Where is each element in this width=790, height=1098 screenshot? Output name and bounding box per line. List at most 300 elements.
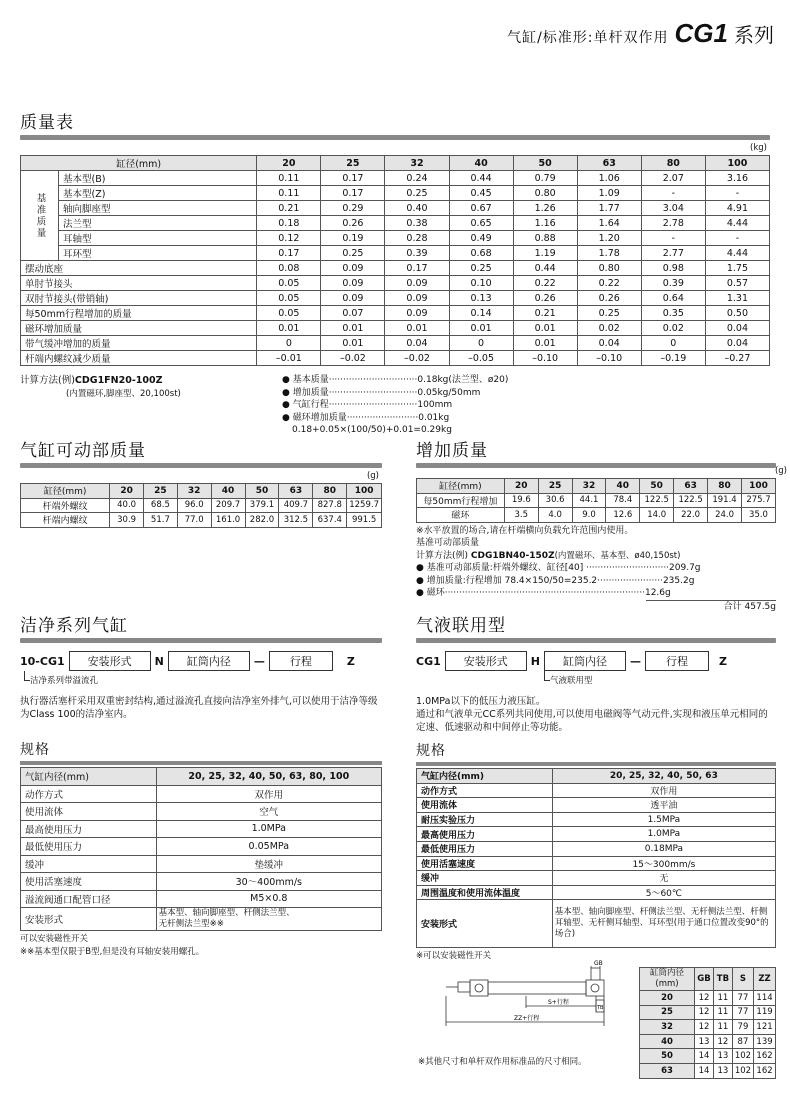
table-cell: 0.11 [257, 186, 321, 201]
table-cell: 0.17 [257, 246, 321, 261]
table-cell: 79 [732, 1020, 753, 1035]
table-cell: 0.35 [641, 306, 705, 321]
spec-value: 双作用 [552, 783, 775, 798]
table-cell: 0.02 [641, 321, 705, 336]
clean-order-code [20, 651, 382, 671]
table-cell: 282.0 [245, 513, 279, 528]
clean-section [20, 611, 382, 959]
table-cell: 40 [640, 1034, 695, 1049]
table-cell: 1.64 [577, 216, 641, 231]
section-bar [20, 638, 382, 643]
clean-note2: ※※基本型仅限于B型,但是没有耳轴安装用螺孔。 [20, 947, 205, 957]
added-section [416, 436, 787, 613]
mass-calc-line: ● 基本质量·······························0.18kg(法兰型、ø20) [282, 375, 509, 385]
table-cell: 0.01 [513, 321, 577, 336]
table-cell: 0.79 [513, 171, 577, 186]
mass-calc-model: CDG1FN20-100Z [74, 375, 163, 386]
table-cell: 12 [695, 1005, 714, 1020]
table-cell: 35.0 [742, 508, 776, 523]
hydro-box-bore: 缸筒内径 [544, 651, 626, 671]
mass-calc-label: 计算方法(例) [20, 375, 75, 386]
table-cell: 0.01 [257, 321, 321, 336]
spec-label: 最低使用压力 [21, 838, 157, 856]
table-cell: 0.39 [641, 276, 705, 291]
spec-label: 使用活塞速度 [21, 873, 157, 891]
spec-value: 无 [552, 871, 775, 886]
spec-label: 使用流体 [21, 803, 157, 821]
table-cell: 0.39 [385, 246, 449, 261]
table-cell: 0.18 [257, 216, 321, 231]
hydro-spec-table [416, 768, 776, 948]
table-cell: 2.77 [641, 246, 705, 261]
table-cell: 0.22 [577, 276, 641, 291]
table-cell: 2.78 [641, 216, 705, 231]
table-row [21, 513, 382, 528]
bore-header: 缸径(mm) [417, 479, 505, 494]
spec-label: 最高使用压力 [417, 827, 553, 842]
table-cell: 2.07 [641, 171, 705, 186]
table-cell: 40.0 [110, 498, 144, 513]
hydro-box-mount: 安装形式 [445, 651, 527, 671]
row-label: 法兰型 [59, 216, 257, 231]
series-model: CG1 [674, 18, 728, 48]
table-cell: 14 [695, 1049, 714, 1064]
hydro-mid: H [530, 654, 540, 668]
table-cell: 30.6 [538, 493, 572, 508]
table-cell: 3.5 [504, 508, 538, 523]
spec-value: 基本型、轴向脚座型、杆侧法兰型、无杆侧法兰型、杆侧耳轴型、无杆侧耳轴型、耳环型(用于通口位置改变90°的场合) [552, 900, 775, 948]
hydro-note1: ※可以安装磁性开关 [416, 951, 492, 962]
bore-col-header: 100 [742, 479, 776, 494]
table-cell: 0.57 [705, 276, 769, 291]
table-cell: 0.24 [385, 171, 449, 186]
table-cell: 0.01 [321, 336, 385, 351]
bore-header: 缸径(mm) [21, 156, 257, 171]
table-cell: 50 [640, 1049, 695, 1064]
clean-box-mount: 安装形式 [69, 651, 151, 671]
table-cell: 32 [640, 1020, 695, 1035]
table-cell: 11 [714, 1005, 733, 1020]
row-label: 基本型(B) [59, 171, 257, 186]
table-cell: 162 [754, 1063, 776, 1078]
spec-row [21, 820, 382, 838]
spec-row [21, 785, 382, 803]
table-cell: 209.7 [211, 498, 245, 513]
dim-col-header: ZZ [754, 968, 776, 991]
spec-label: 安装形式 [417, 900, 553, 948]
row-label: 磁环 [417, 508, 505, 523]
table-cell: –0.02 [385, 351, 449, 366]
bore-col-header: 63 [279, 484, 313, 499]
added-calc-note: (内置磁环、基本型、ø40,150st) [554, 550, 681, 561]
table-cell: –0.19 [641, 351, 705, 366]
spec-row [21, 873, 382, 891]
table-cell: 24.0 [708, 508, 742, 523]
table-cell: 0.09 [321, 291, 385, 306]
table-cell: 0.44 [513, 261, 577, 276]
table-cell: 0.17 [385, 261, 449, 276]
hydro-title: 气液联用型 [416, 616, 506, 636]
table-cell: 0.09 [385, 291, 449, 306]
added-calc-model: CDG1BN40-150Z [470, 550, 555, 561]
added-calc-line: ● 磁环······································································12.6g [416, 588, 671, 599]
page-subtitle: 气缸/标准形:单杆双作用 [507, 30, 669, 46]
table-cell: 0.09 [385, 306, 449, 321]
table-cell: 0.11 [257, 171, 321, 186]
table-cell: 0.12 [257, 231, 321, 246]
table-cell: 121 [754, 1020, 776, 1035]
section-bar [20, 135, 770, 140]
table-cell: 0.26 [513, 291, 577, 306]
table-cell: 13 [714, 1049, 733, 1064]
table-cell: 13 [695, 1034, 714, 1049]
table-row [640, 1049, 776, 1064]
spec-value: 20, 25, 32, 40, 50, 63 [552, 769, 775, 784]
dim-col-header: TB [714, 968, 733, 991]
table-cell: 0.19 [321, 231, 385, 246]
table-cell: - [705, 186, 769, 201]
table-cell: 3.04 [641, 201, 705, 216]
table-cell: 4.0 [538, 508, 572, 523]
mass-calc-total: 0.18+0.05×(100/50)+0.01=0.29kg [292, 425, 452, 435]
table-cell: –0.05 [449, 351, 513, 366]
added-title: 增加质量 [416, 441, 488, 461]
table-cell: 51.7 [144, 513, 178, 528]
section-bar [20, 463, 382, 468]
section-bar [416, 762, 776, 766]
table-cell: 77.0 [177, 513, 211, 528]
spec-row [417, 900, 776, 948]
spec-value: 5～60℃ [552, 885, 775, 900]
moving-table [20, 483, 382, 528]
rod-cover [470, 980, 488, 996]
table-cell: 19.6 [504, 493, 538, 508]
bore-col-header: 100 [347, 484, 382, 499]
added-calc-line: ● 增加质量:行程增加 78.4×150/50=235.2·······················235.2g [416, 575, 695, 586]
table-cell: 161.0 [211, 513, 245, 528]
table-row [21, 306, 770, 321]
table-cell: 827.8 [313, 498, 347, 513]
clean-spec-title: 规格 [20, 742, 50, 758]
table-cell: 0.05 [257, 276, 321, 291]
table-cell: 0.45 [449, 186, 513, 201]
table-row [21, 261, 770, 276]
mass-calc-note: (内置磁环,脚座型、20,100st) [66, 389, 181, 399]
spec-label: 动作方式 [417, 783, 553, 798]
table-cell: 44.1 [572, 493, 606, 508]
rod-end [458, 982, 470, 992]
spec-row [417, 769, 776, 784]
spec-label: 周围温度和使用流体温度 [417, 885, 553, 900]
table-cell: 0.04 [705, 336, 769, 351]
added-unit: (g) [774, 466, 787, 476]
table-row [21, 291, 770, 306]
table-cell: 0.04 [705, 321, 769, 336]
table-cell: 0.01 [321, 321, 385, 336]
table-cell: 0.65 [449, 216, 513, 231]
table-row [21, 336, 770, 351]
clean-mid: N [154, 654, 164, 668]
spec-value: 双作用 [156, 785, 381, 803]
spec-value: 空气 [156, 803, 381, 821]
table-cell: 102 [732, 1049, 753, 1064]
table-cell: 1259.7 [347, 498, 382, 513]
moving-title: 气缸可动部质量 [20, 441, 146, 461]
dim-col-header: 缸筒内径 (mm) [640, 968, 695, 991]
bore-header: 缸径(mm) [21, 484, 110, 499]
table-cell: 1.06 [577, 171, 641, 186]
table-cell: - [705, 231, 769, 246]
table-cell: 0.50 [705, 306, 769, 321]
table-cell: 114 [754, 991, 776, 1006]
table-cell: 13 [714, 1063, 733, 1078]
bore-col-header: 63 [577, 156, 641, 171]
clean-dash: — [253, 654, 265, 668]
table-cell: 0.04 [577, 336, 641, 351]
table-cell: 0.80 [577, 261, 641, 276]
bore-col-header: 50 [640, 479, 674, 494]
table-cell: 122.5 [674, 493, 708, 508]
table-cell: 637.4 [313, 513, 347, 528]
spec-label: 缓冲 [21, 855, 157, 873]
spec-label: 耐压实验压力 [417, 812, 553, 827]
table-cell: 0.28 [385, 231, 449, 246]
table-cell: 63 [640, 1063, 695, 1078]
series-label: 系列 [734, 23, 774, 47]
table-cell: 22.0 [674, 508, 708, 523]
bore-col-header: 80 [708, 479, 742, 494]
mass-calc [20, 374, 770, 437]
table-cell: 3.16 [705, 171, 769, 186]
spec-value: 0.18MPa [552, 841, 775, 856]
table-row [640, 1034, 776, 1049]
table-cell: 14 [695, 1063, 714, 1078]
table-cell: 96.0 [177, 498, 211, 513]
added-total: 合计 457.5g [646, 600, 776, 614]
row-label: 磁环增加质量 [21, 321, 257, 336]
table-cell: –0.10 [513, 351, 577, 366]
spec-row [21, 855, 382, 873]
table-cell: 14.0 [640, 508, 674, 523]
spec-label: 动作方式 [21, 785, 157, 803]
hydro-desc: 1.0MPa以下的低压力液压缸。 通过和气液单元CC系列共同使用,可以使用电磁阀等气动元件,实现和液压单元相同的定速、低速驱动和中间停止等功能。 [416, 696, 768, 733]
table-row [21, 231, 770, 246]
clean-note1: 可以安装磁性开关 [20, 934, 89, 944]
table-row [640, 1020, 776, 1035]
row-label: 每50mm行程增加的质量 [21, 306, 257, 321]
page-header [507, 18, 774, 49]
table-row [21, 276, 770, 291]
spec-row [417, 783, 776, 798]
row-label: 耳轴型 [59, 231, 257, 246]
table-cell: 1.09 [577, 186, 641, 201]
spec-label: 最高使用压力 [21, 820, 157, 838]
bore-col-header: 40 [449, 156, 513, 171]
table-cell: 1.75 [705, 261, 769, 276]
table-cell: 1.31 [705, 291, 769, 306]
spec-row [417, 885, 776, 900]
hydro-suffix: Z [718, 654, 727, 668]
table-cell: 0.26 [321, 216, 385, 231]
table-row [21, 201, 770, 216]
table-cell: 0.14 [449, 306, 513, 321]
table-cell: 11 [714, 991, 733, 1006]
table-cell: 119 [754, 1005, 776, 1020]
bore-col-header: 80 [313, 484, 347, 499]
table-cell: 0.29 [321, 201, 385, 216]
bore-col-header: 25 [144, 484, 178, 499]
table-cell: 0 [257, 336, 321, 351]
table-cell: 0.80 [513, 186, 577, 201]
table-cell: 0.13 [449, 291, 513, 306]
table-cell: 379.1 [245, 498, 279, 513]
bore-col-header: 20 [257, 156, 321, 171]
hydro-spec-title: 规格 [416, 743, 446, 759]
bore-col-header: 32 [572, 479, 606, 494]
table-cell: 4.44 [705, 246, 769, 261]
spec-label: 使用活塞速度 [417, 856, 553, 871]
spec-value: 透平油 [552, 798, 775, 813]
table-cell: 0.44 [449, 171, 513, 186]
mass-calc-line: ● 磁环增加质量·························0.01kg [282, 412, 450, 423]
hydro-foot: ※其他尺寸和单杆双作用标准品的尺寸相同。 [418, 1057, 587, 1067]
added-calc-line: ● 基准可动部质量:杆端外螺纹、缸径[40] ·····························209.7g [416, 563, 701, 574]
spec-label: 使用流体 [417, 798, 553, 813]
spec-row [417, 841, 776, 856]
table-cell: 4.91 [705, 201, 769, 216]
table-cell: - [641, 231, 705, 246]
table-row [21, 321, 770, 336]
clean-desc: 执行器活塞杆采用双重密封结构,通过溢流孔直接向洁净室外排气,可以使用于洁净等级为Class 100的洁净室内。 [20, 696, 378, 720]
table-cell: 162 [754, 1049, 776, 1064]
hydro-box-stroke: 行程 [645, 651, 709, 671]
row-label: 每50mm行程增加 [417, 493, 505, 508]
added-calc-label: 计算方法(例) [416, 550, 469, 561]
table-cell: 0 [449, 336, 513, 351]
added-table [416, 478, 776, 523]
table-cell: 0.09 [321, 261, 385, 276]
drawing-zz: ZZ+行程 [514, 1015, 540, 1022]
table-row [417, 493, 776, 508]
table-cell: 87 [732, 1034, 753, 1049]
added-notes [416, 525, 776, 614]
drawing-s: S+行程 [548, 999, 569, 1006]
mass-calc-right [282, 374, 508, 437]
row-label: 带气缓冲增加的质量 [21, 336, 257, 351]
table-cell: 0.21 [257, 201, 321, 216]
table-cell: 1.78 [577, 246, 641, 261]
section-bar [416, 638, 776, 643]
spec-value: 1.0MPa [156, 820, 381, 838]
spec-label: 溢流阀通口配管口径 [21, 890, 157, 908]
table-cell: –0.02 [321, 351, 385, 366]
table-cell: 122.5 [640, 493, 674, 508]
row-label: 耳环型 [59, 246, 257, 261]
table-cell: 139 [754, 1034, 776, 1049]
head-cover [586, 980, 604, 996]
table-row [21, 246, 770, 261]
table-cell: 102 [732, 1063, 753, 1078]
bore-col-header: 50 [513, 156, 577, 171]
spec-row [417, 871, 776, 886]
bore-col-header: 25 [538, 479, 572, 494]
table-cell: 0.02 [577, 321, 641, 336]
spec-row [21, 838, 382, 856]
table-cell: 1.16 [513, 216, 577, 231]
table-cell: 25 [640, 1005, 695, 1020]
table-row [21, 498, 382, 513]
hydro-callout-text: 气液联用型 [550, 676, 593, 686]
bore-col-header: 63 [674, 479, 708, 494]
table-cell: 0.64 [641, 291, 705, 306]
bore-col-header: 80 [641, 156, 705, 171]
clean-callout [24, 671, 382, 685]
spec-value: 垫缓冲 [156, 855, 381, 873]
spec-row [417, 798, 776, 813]
bore-col-header: 40 [606, 479, 640, 494]
table-cell: 0.21 [513, 306, 577, 321]
spec-row [21, 803, 382, 821]
mass-title: 质量表 [20, 113, 74, 133]
table-cell: 0.17 [321, 171, 385, 186]
spec-label: 气缸内径(mm) [21, 768, 157, 786]
table-cell: 275.7 [742, 493, 776, 508]
table-cell: 0.01 [385, 321, 449, 336]
added-note1: ※水平放置的场合,请在杆端横向负载允许范围内使用。 [416, 525, 634, 536]
table-cell: 0.25 [449, 261, 513, 276]
table-cell: 0.08 [257, 261, 321, 276]
clean-callout-text: 洁净系列带溢流孔 [30, 676, 99, 686]
clean-title: 洁净系列气缸 [20, 616, 128, 636]
clean-box-bore: 缸筒内径 [168, 651, 250, 671]
table-cell: 0.25 [577, 306, 641, 321]
spec-row [417, 856, 776, 871]
spec-label: 安装形式 [21, 908, 157, 931]
hydro-dash: — [629, 654, 641, 668]
mass-unit: (kg) [750, 143, 767, 153]
table-cell: 0.17 [321, 186, 385, 201]
table-cell: 0.88 [513, 231, 577, 246]
table-cell: 0.05 [257, 306, 321, 321]
spec-value: 0.05MPa [156, 838, 381, 856]
table-cell: 12 [695, 991, 714, 1006]
table-row [21, 186, 770, 201]
bore-col-header: 32 [385, 156, 449, 171]
table-row [417, 508, 776, 523]
section-bar [20, 761, 382, 765]
row-label: 基本型(Z) [59, 186, 257, 201]
table-cell: 78.4 [606, 493, 640, 508]
table-row [640, 1063, 776, 1078]
row-label: 杆端外螺纹 [21, 498, 110, 513]
spec-row [21, 768, 382, 786]
table-cell: –0.10 [577, 351, 641, 366]
mass-calc-line: ● 增加质量·······························0.05kg/50mm [282, 387, 481, 398]
bore-col-header: 20 [504, 479, 538, 494]
table-cell: - [641, 186, 705, 201]
table-cell: 68.5 [144, 498, 178, 513]
spec-row [417, 827, 776, 842]
spec-label: 最低使用压力 [417, 841, 553, 856]
spec-label: 缓冲 [417, 871, 553, 886]
table-cell: 0.25 [385, 186, 449, 201]
table-cell: 4.44 [705, 216, 769, 231]
table-cell: 12.6 [606, 508, 640, 523]
added-note2: 基准可动部质量 [416, 538, 480, 549]
spec-value: M5×0.8 [156, 890, 381, 908]
table-cell: 0.09 [385, 276, 449, 291]
row-label: 双肘节接头(带销轴) [21, 291, 257, 306]
